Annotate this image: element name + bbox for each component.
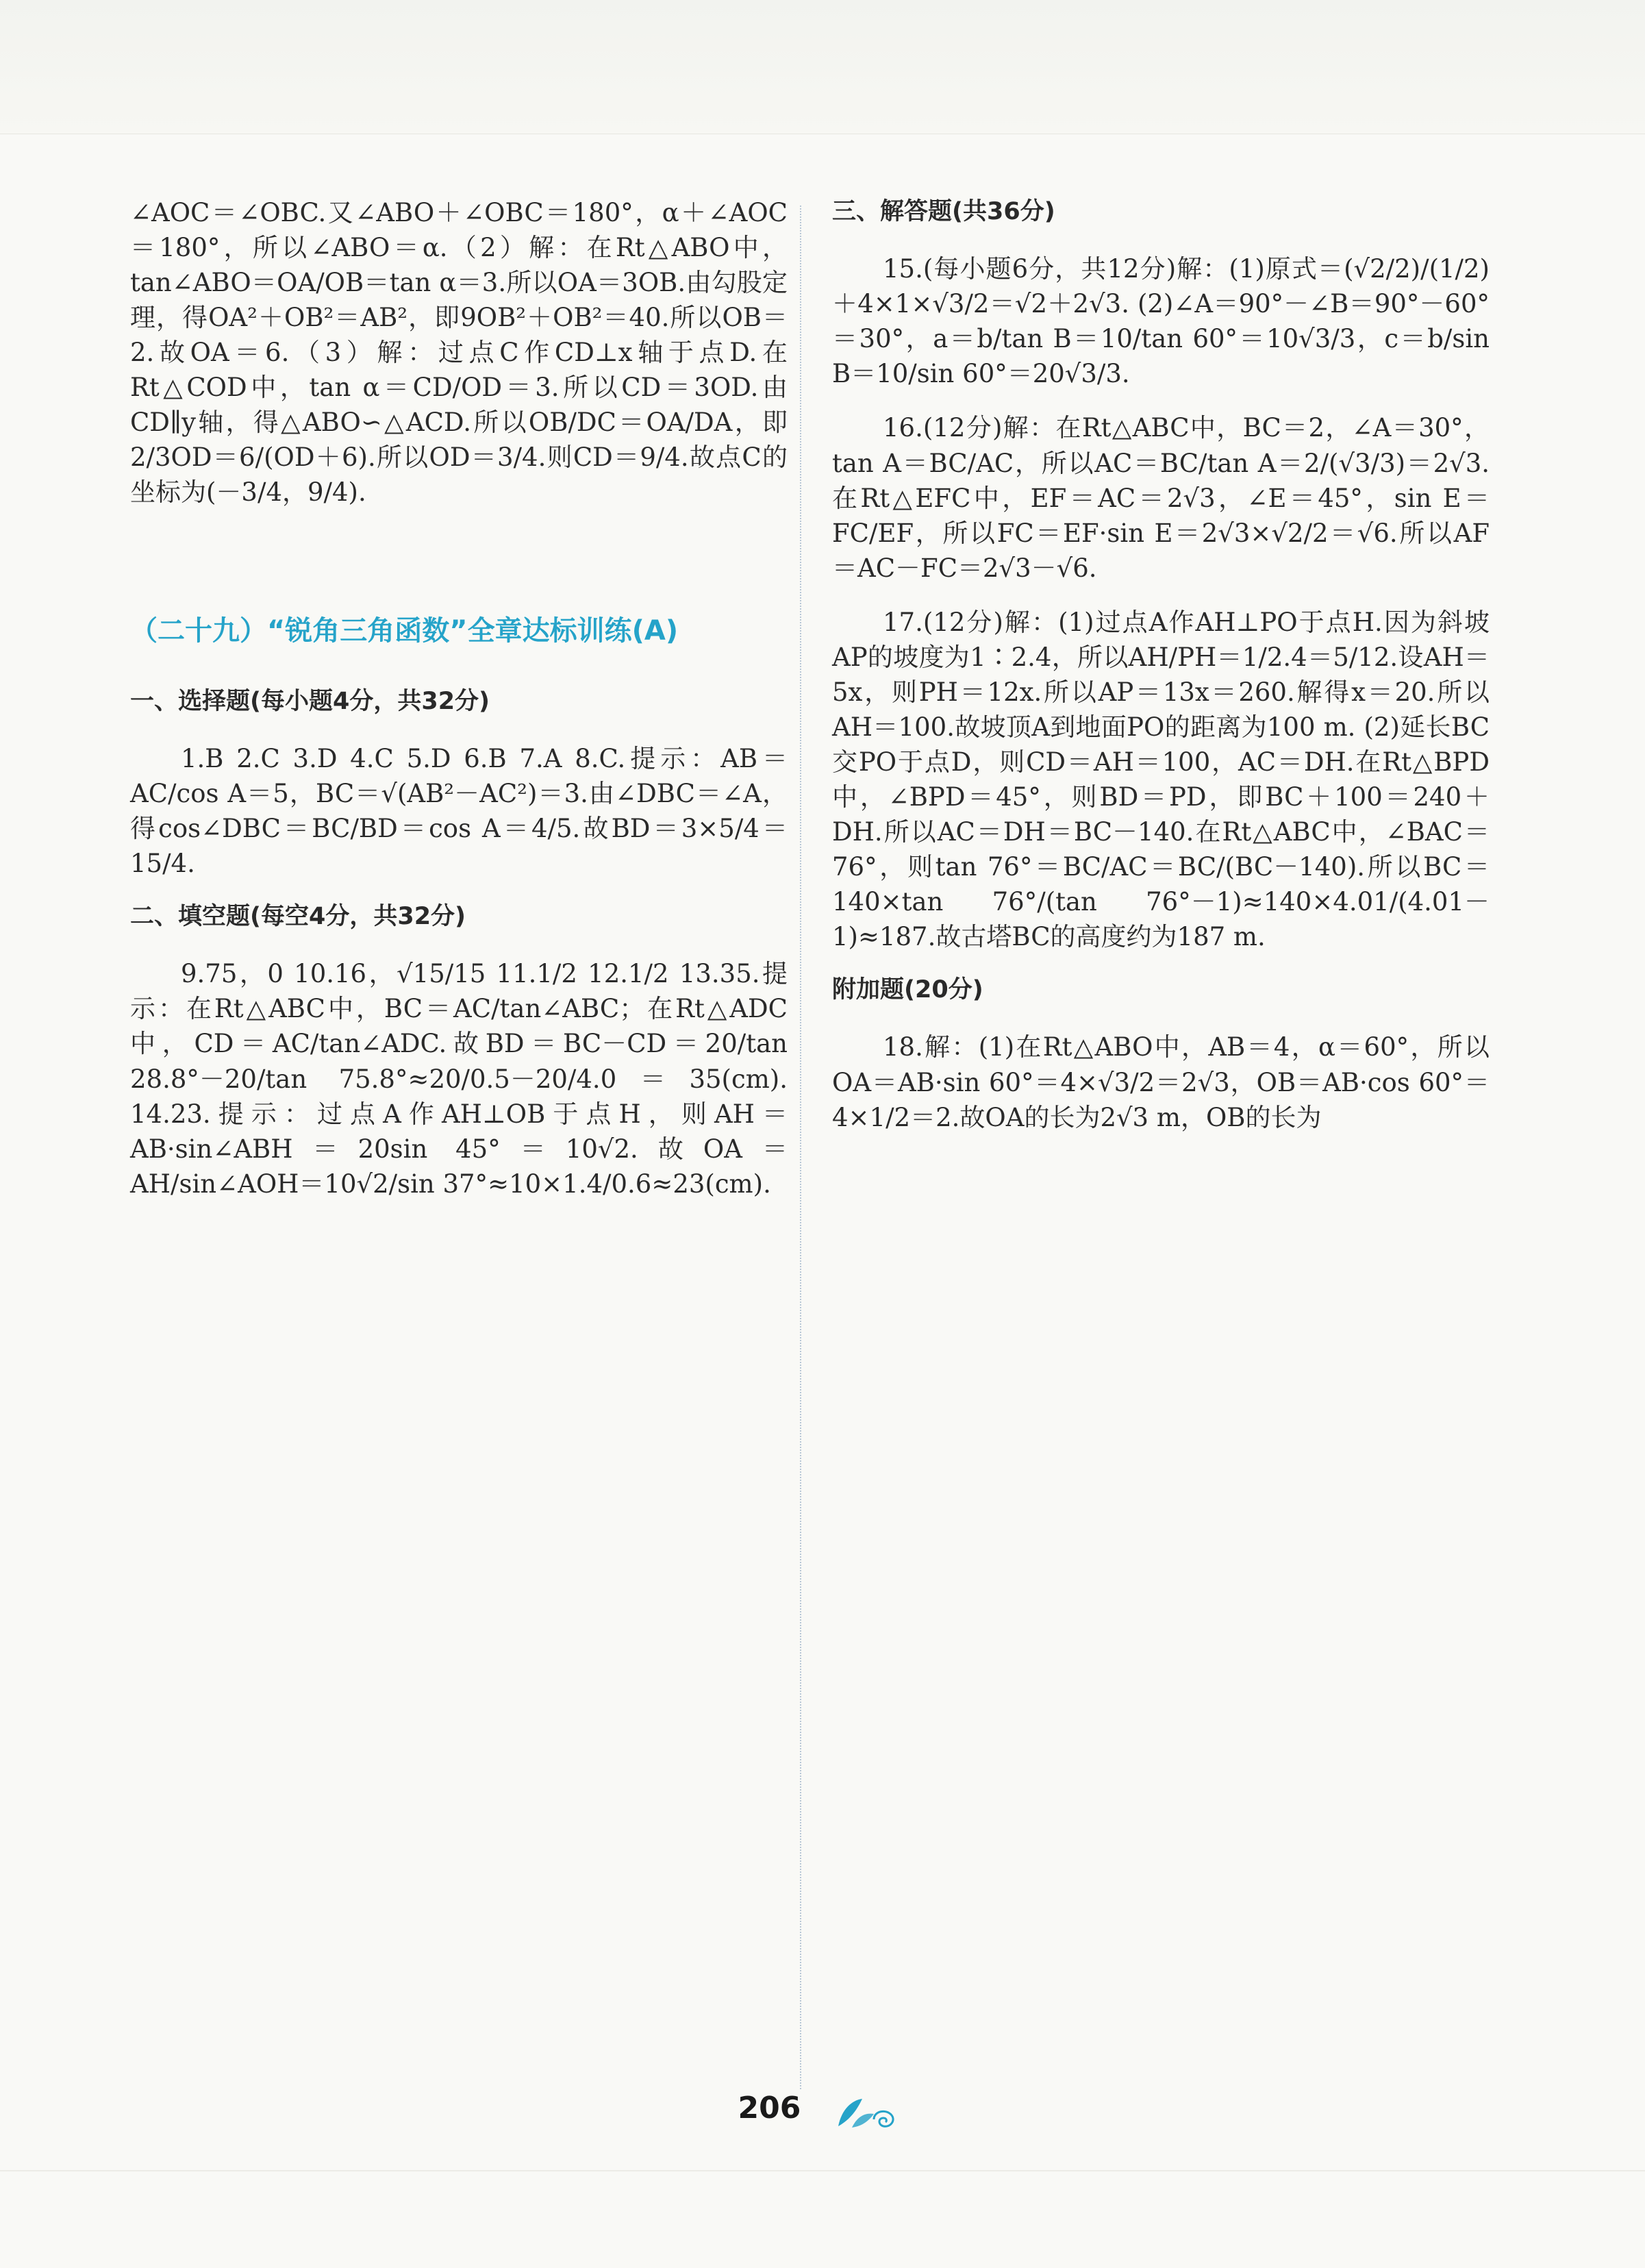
column-divider (800, 205, 801, 2089)
answer-continuation-paragraph: ∠AOC＝∠OBC.又∠ABO＋∠OBC＝180°，α＋∠AOC＝180°，所以∠ABO＝α.（2）解：在Rt△ABO中，tan∠ABO＝OA/OB＝tan α＝3.所以OA＝3OB.由勾股定理，得OA²＋OB²＝AB²，即9OB²＋OB²＝40.所以OB＝2.故OA＝6.（3）解：过点C作CD⊥x轴于点D.在Rt△COD中，tan α＝CD/OD＝3.所以CD＝3OD.由CD∥y轴，得△ABO∽△ACD.所以OB/DC＝OA/DA，即2/3OD＝6/(OD＋6).所以OD＝3/4.则CD＝9/4.故点C的坐标为(－3/4，9/4). (130, 198, 788, 508)
answer-16: 16.(12分)解：在Rt△ABC中，BC＝2，∠A＝30°，tan A＝BC/AC，所以AC＝BC/tan A＝2/(√3/3)＝2√3.在Rt△EFC中，EF＝AC＝2√3，∠E＝45°，sin E＝FC/EF，所以FC＝EF·sin E＝2√3×√2/2＝√6.所以AF＝AC－FC＝2√3－√6. (832, 413, 1490, 583)
answer-15: 15.(每小题6分，共12分)解：(1)原式＝(√2/2)/(1/2)＋4×1×√3/2＝√2＋2√3. (2)∠A＝90°－∠B＝90°－60°＝30°，a＝b/tan B＝10/tan 60°＝10√3/3，c＝b/sin B＝10/sin 60°＝20√3/3. (832, 254, 1490, 389)
extra-section-title: 附加题(20分) (832, 976, 983, 1004)
choice-section-title: 一、选择题(每小题4分，共32分) (130, 687, 490, 715)
header-band (0, 0, 1645, 134)
section-title: （二十九）“锐角三角函数”全章达标训练(A) (130, 615, 679, 647)
right-column (832, 195, 1490, 1154)
leaf-swirl-ornament-icon (831, 2092, 907, 2133)
fill-answers-paragraph: 9.75，0 10.16，√15/15 11.1/2 12.1/2 13.35.提示：在Rt△ABC中，BC＝AC/tan∠ABC；在Rt△ADC中，CD＝AC/tan∠ADC.故BD＝BC－CD＝20/tan 28.8°－20/tan 75.8°≈20/0.5－20/4.0＝35(cm). 14.23.提示：过点A作AH⊥OB于点H，则AH＝AB·sin∠ABH＝20sin 45°＝10√2.故OA＝AH/sin∠AOH＝10√2/sin 37°≈10×1.4/0.6≈23(cm). (130, 959, 788, 1199)
answer-18: 18.解：(1)在Rt△ABO中，AB＝4，α＝60°，所以OA＝AB·sin 60°＝4×√3/2＝2√3，OB＝AB·cos 60°＝4×1/2＝2.故OA的长为2√3 m，OB的长为 (832, 1032, 1490, 1132)
page-footer (0, 2082, 1645, 2137)
fill-section-title: 二、填空题(每空4分，共32分) (130, 903, 466, 931)
left-column (130, 195, 788, 1221)
bottom-rule (0, 2170, 1645, 2171)
solve-section-title: 三、解答题(共36分) (832, 198, 1055, 225)
choice-answers-paragraph: 1.B 2.C 3.D 4.C 5.D 6.B 7.A 8.C.提示：AB＝AC/cos A＝5，BC＝√(AB²－AC²)＝3.由∠DBC＝∠A，得cos∠DBC＝BC/BD＝cos A＝4/5.故BD＝3×5/4＝15/4. (130, 743, 788, 879)
page-number: 206 (738, 2091, 801, 2126)
answer-17: 17.(12分)解：(1)过点A作AH⊥PO于点H.因为斜坡AP的坡度为1∶2.4，所以AH/PH＝1/2.4＝5/12.设AH＝5x，则PH＝12x.所以AP＝13x＝260.解得x＝20.所以AH＝100.故坡顶A到地面PO的距离为100 m. (2)延长BC交PO于点D，则CD＝AH＝100，AC＝DH.在Rt△BPD中，∠BPD＝45°，则BD＝PD，即BC＋100＝240＋DH.所以AC＝DH＝BC－140.在Rt△ABC中，∠BAC＝76°，则tan 76°＝BC/AC＝BC/(BC－140).所以BC＝140×tan 76°/(tan 76°－1)≈140×4.01/(4.01－1)≈187.故古塔BC的高度约为187 m. (832, 607, 1490, 952)
